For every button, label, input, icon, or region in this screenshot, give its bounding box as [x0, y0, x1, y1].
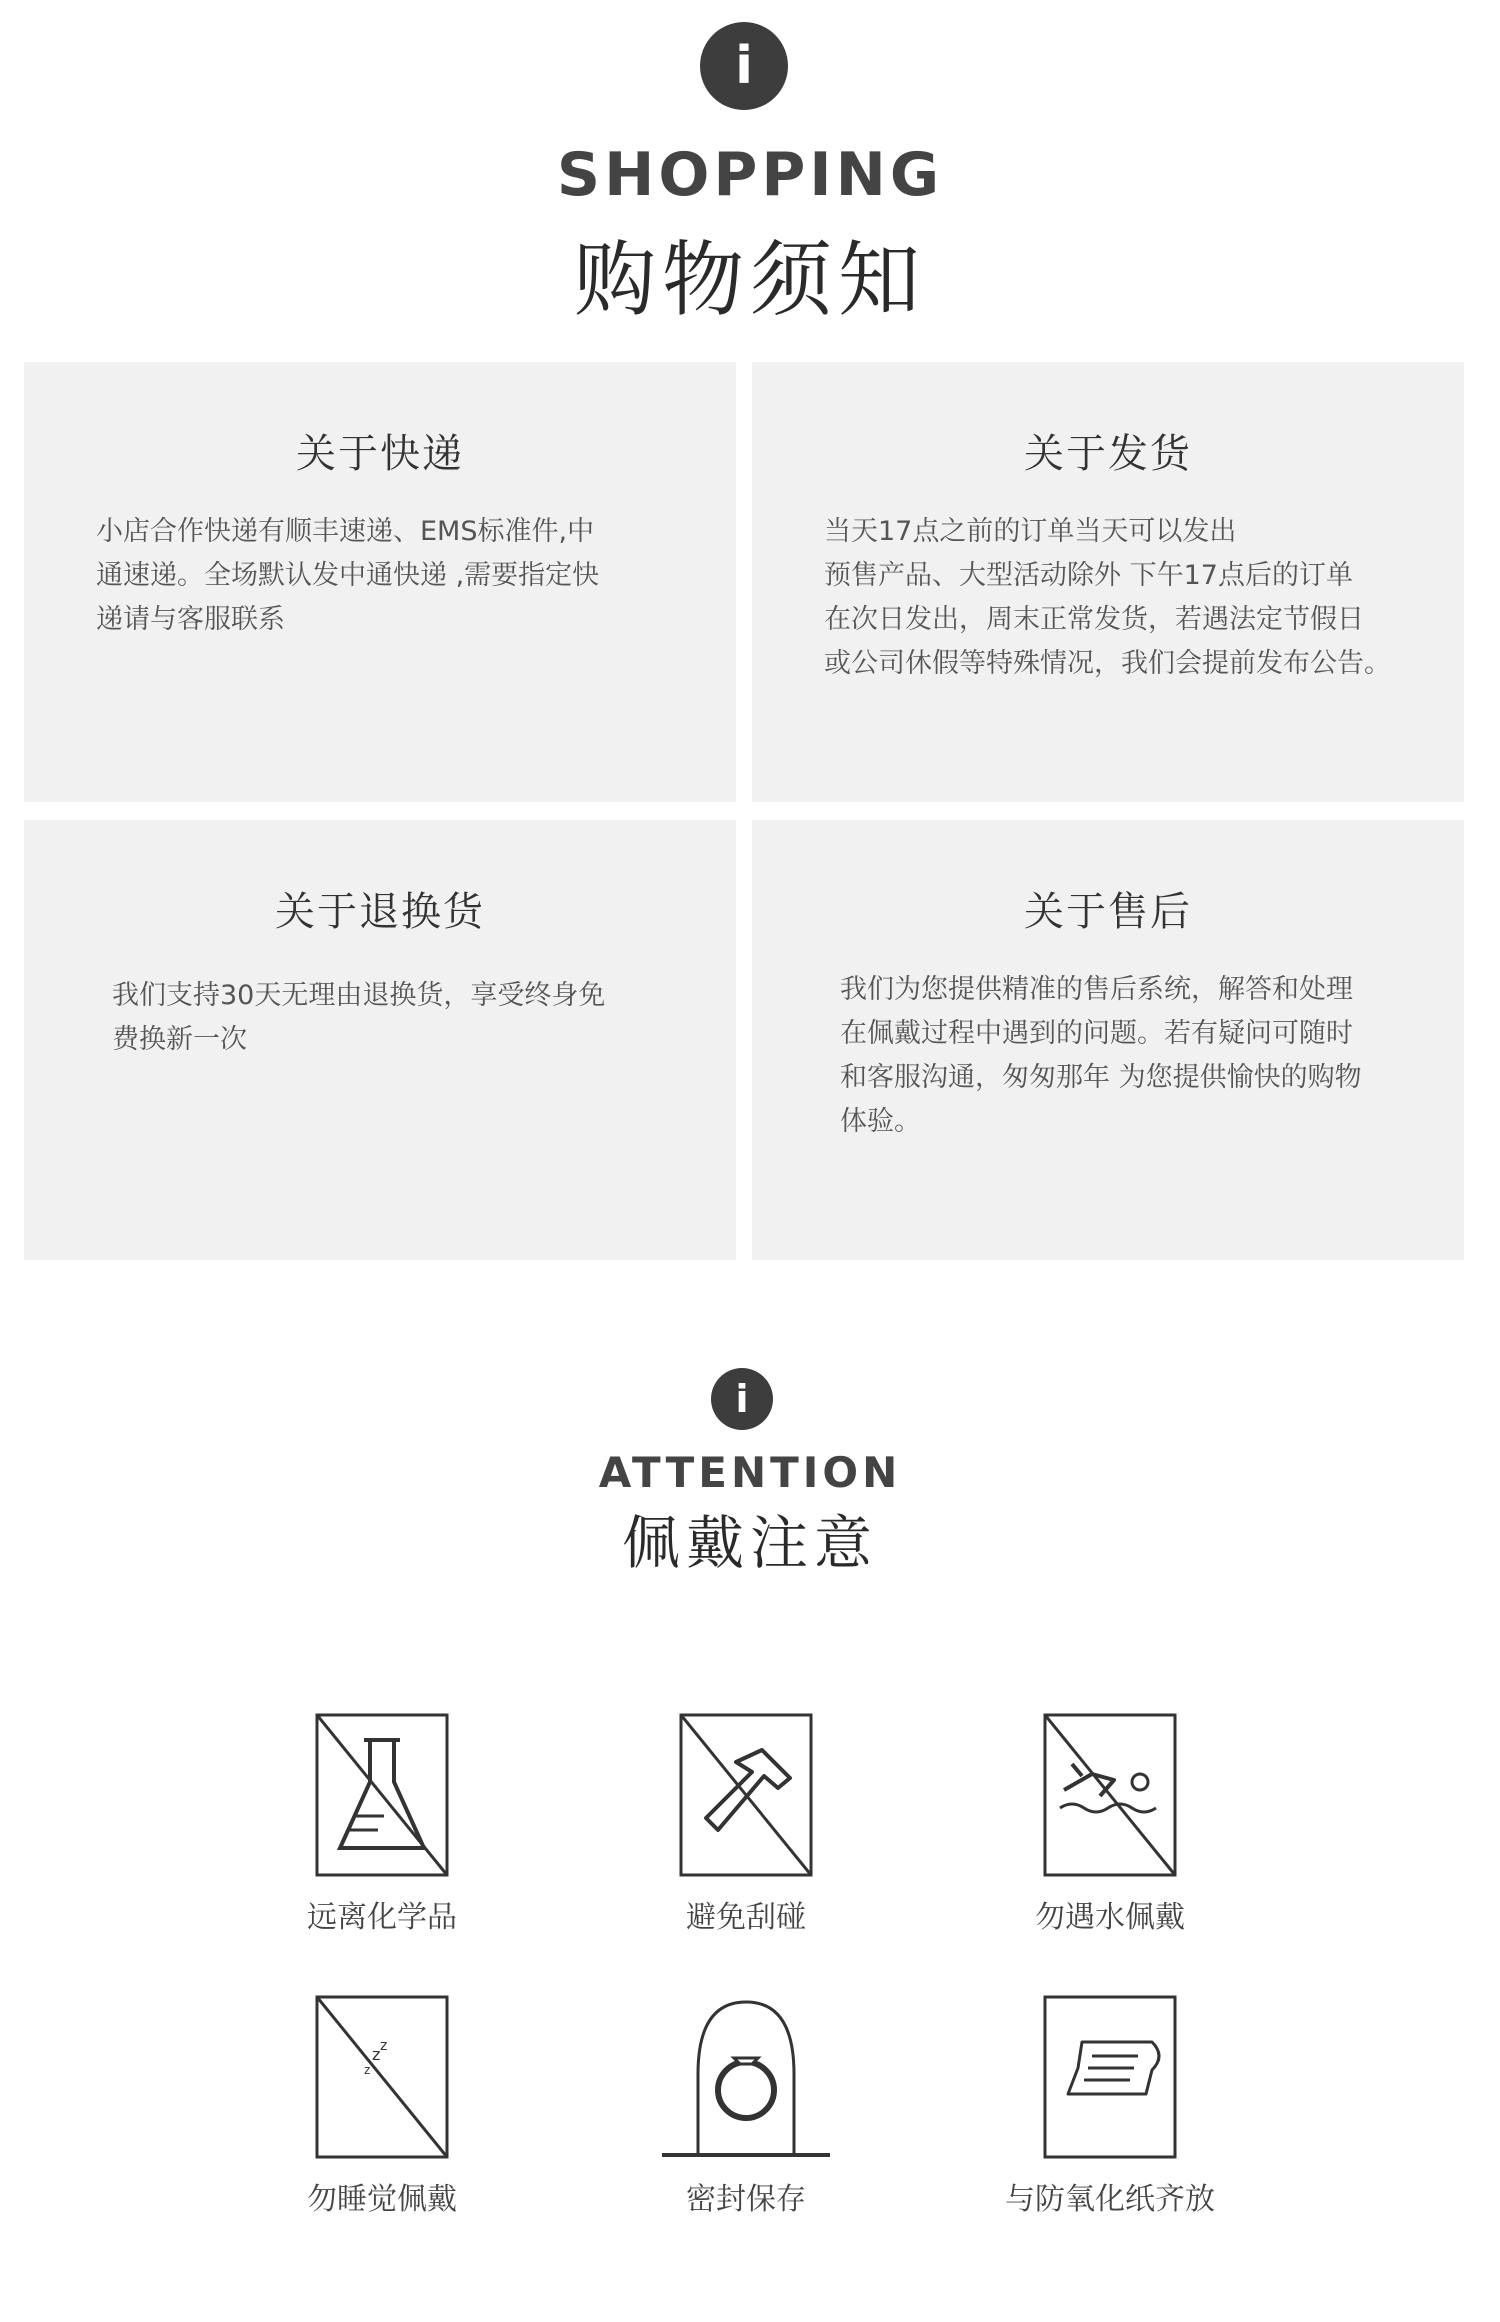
- svg-text:z: z: [364, 2063, 371, 2077]
- card-body: [96, 510, 716, 642]
- info-icon-glyph: i: [735, 36, 753, 96]
- card-title: 关于快递: [296, 431, 464, 477]
- shopping-title-cn: 购物须知: [573, 233, 926, 328]
- card-line: 通速递。全场默认发中通快递 ,需要指定快: [96, 560, 600, 591]
- card-body: [112, 974, 712, 1062]
- card-returns: [24, 820, 736, 1260]
- attention-label: 密封保存: [686, 2182, 806, 2217]
- chemical-flask-icon: [314, 1712, 450, 1878]
- attention-label: 远离化学品: [307, 1900, 457, 1935]
- attention-title-cn: 佩戴注意: [621, 1509, 878, 1577]
- shopping-info-icon: [700, 22, 788, 110]
- card-title: 关于发货: [1024, 431, 1192, 477]
- anti-oxidation-paper-icon: [1042, 1994, 1178, 2160]
- swimming-icon: [1042, 1712, 1178, 1878]
- attention-title-en: ATTENTION: [598, 1448, 902, 1497]
- attention-item: [980, 1712, 1240, 1936]
- attention-item: [252, 1994, 512, 2218]
- card-body: [840, 968, 1440, 1144]
- card-line: 在佩戴过程中遇到的问题。若有疑问可随时: [840, 1018, 1353, 1049]
- attention-item: [616, 1994, 876, 2218]
- attention-label: 勿睡觉佩戴: [307, 2182, 457, 2217]
- card-shipping: [752, 362, 1464, 802]
- sleep-moon-icon: [314, 1994, 450, 2160]
- attention-info-icon: [711, 1368, 773, 1430]
- card-line: 小店合作快递有顺丰速递、EMS标准件,中: [96, 516, 595, 547]
- card-line: 和客服沟通，匆匆那年 为您提供愉快的购物: [840, 1062, 1362, 1093]
- attention-label: 避免刮碰: [686, 1900, 806, 1935]
- card-line: 我们支持30天无理由退换货，享受终身免: [112, 980, 606, 1011]
- attention-label: 与防氧化纸齐放: [1005, 2182, 1215, 2217]
- card-after-sales: [752, 820, 1464, 1260]
- card-line: 费换新一次: [112, 1024, 247, 1055]
- card-express: [24, 362, 736, 802]
- card-line: 当天17点之前的订单当天可以发出: [824, 516, 1237, 547]
- attention-item: [252, 1712, 512, 1936]
- card-line: 在次日发出，周末正常发货，若遇法定节假日: [824, 604, 1364, 635]
- card-line: 我们为您提供精准的售后系统，解答和处理: [840, 974, 1353, 1005]
- attention-item: [616, 1712, 876, 1936]
- svg-text:z: z: [372, 2045, 381, 2064]
- info-icon-glyph: i: [735, 1377, 749, 1421]
- card-line: 或公司休假等特殊情况，我们会提前发布公告。: [824, 648, 1391, 679]
- hammer-icon: [678, 1712, 814, 1878]
- svg-text:z: z: [380, 2038, 388, 2054]
- shopping-title-en: SHOPPING: [556, 140, 944, 210]
- card-body: [824, 510, 1454, 686]
- card-title: 关于退换货: [275, 889, 485, 935]
- attention-label: 勿遇水佩戴: [1035, 1900, 1185, 1935]
- card-line: 递请与客服联系: [96, 604, 285, 635]
- attention-item: [980, 1994, 1240, 2218]
- card-title: 关于售后: [1024, 889, 1192, 935]
- card-line: 预售产品、大型活动除外 下午17点后的订单: [824, 560, 1353, 591]
- card-line: 体验。: [840, 1106, 921, 1137]
- sealed-ring-icon: [656, 1994, 836, 2160]
